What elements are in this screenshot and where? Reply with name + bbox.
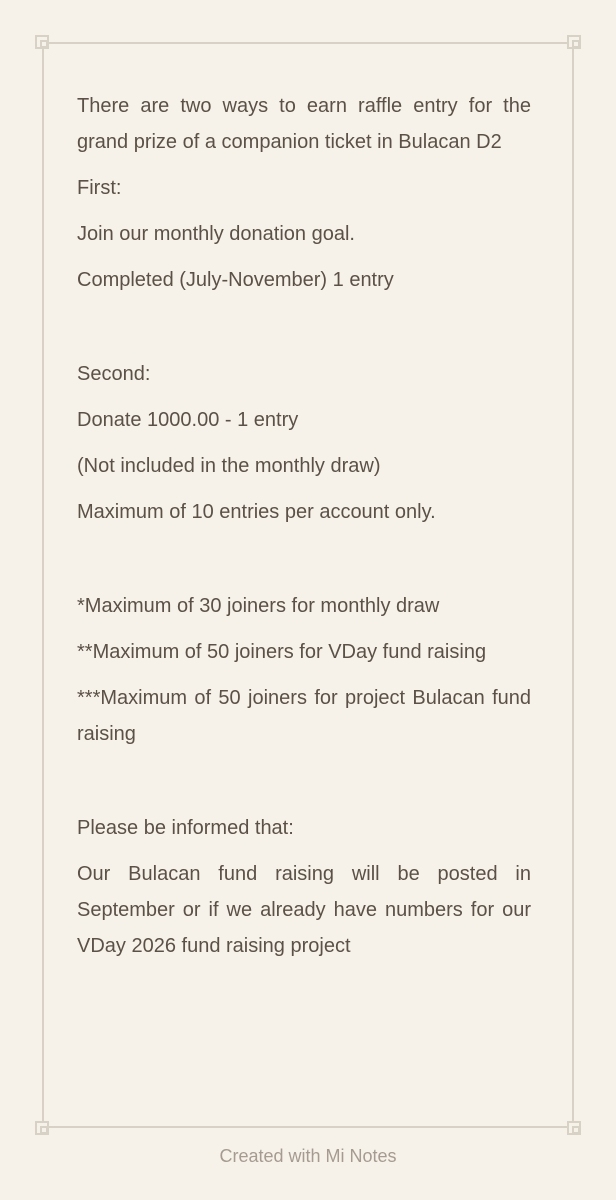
first-line-2: Completed (July-November) 1 entry <box>77 269 394 291</box>
note-content <box>77 88 531 974</box>
frame-corner-ornament <box>567 1121 581 1135</box>
frame-corner-ornament <box>35 35 49 49</box>
limit-line-1: *Maximum of 30 joiners for monthly draw <box>77 595 440 617</box>
limit-line-2: **Maximum of 50 joiners for VDay fund raising <box>77 641 487 663</box>
second-line-1: Donate 1000.00 - 1 entry <box>77 409 299 431</box>
blank-line <box>77 308 531 356</box>
footer-credit: Created with Mi Notes <box>219 1146 397 1166</box>
second-heading: Second: <box>77 363 151 385</box>
intro-text: There are two ways to earn raffle entry for the grand prize of a companion ticket in Bulacan D2 <box>77 95 531 153</box>
first-line-1: Join our monthly donation goal. <box>77 223 355 245</box>
second-line-3: Maximum of 10 entries per account only. <box>77 501 436 523</box>
info-heading: Please be informed that: <box>77 817 294 839</box>
frame-corner-ornament <box>35 1121 49 1135</box>
frame-corner-ornament <box>567 35 581 49</box>
blank-line <box>77 540 531 588</box>
first-heading: First: <box>77 177 122 199</box>
limit-line-3: ***Maximum of 50 joiners for project Bulacan fund raising <box>77 687 531 745</box>
second-line-2: (Not included in the monthly draw) <box>77 455 381 477</box>
blank-line <box>77 762 531 810</box>
info-body: Our Bulacan fund raising will be posted in September or if we already have numbers for our VDay 2026 fund raising project <box>77 863 531 957</box>
